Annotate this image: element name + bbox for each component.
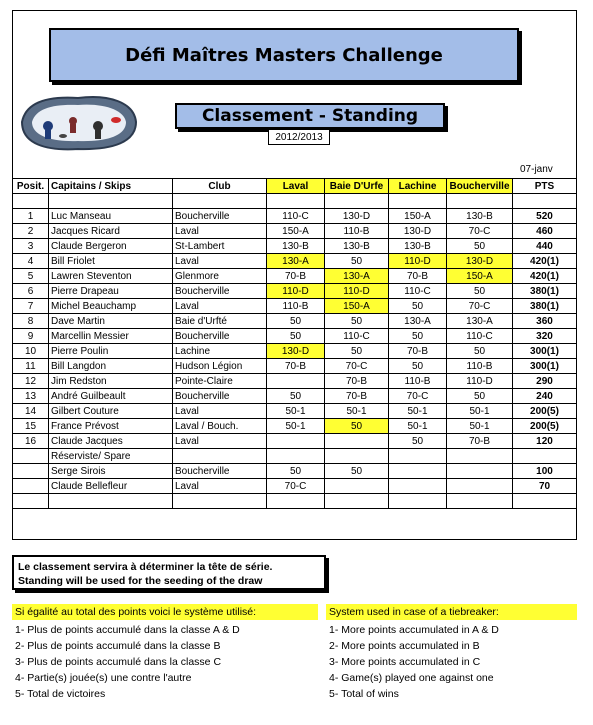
table-row — [13, 299, 577, 314]
row-position: 2 — [13, 224, 49, 239]
row-points: 300(1) — [513, 359, 577, 374]
row-score-cell: 130-D — [267, 344, 325, 359]
header-baie-durfe: Baie D'Urfe — [325, 179, 389, 194]
row-score-cell: 50 — [389, 329, 447, 344]
row-score-cell — [447, 479, 513, 494]
table-row — [13, 464, 577, 479]
standings-table — [12, 178, 577, 509]
row-score-cell: 110-C — [325, 329, 389, 344]
tiebreak-en-item: 2- More points accumulated in B — [329, 640, 480, 652]
table-row — [13, 269, 577, 284]
row-club: St-Lambert — [173, 239, 267, 254]
row-score-cell: 50-1 — [389, 419, 447, 434]
season-label: 2012/2013 — [268, 129, 330, 145]
row-score-cell: 110-B — [325, 224, 389, 239]
date-label: 07-janv — [520, 164, 553, 175]
tiebreak-french-title: Si égalité au total des points voici le système utilisé: — [12, 604, 318, 620]
tiebreak-fr-item: 2- Plus de points accumulé dans la classe B — [15, 640, 221, 652]
row-position: 11 — [13, 359, 49, 374]
row-skip-name: Bill Langdon — [49, 359, 173, 374]
table-row — [13, 479, 577, 494]
row-position: 1 — [13, 209, 49, 224]
table-row — [13, 449, 577, 464]
row-position: 8 — [13, 314, 49, 329]
row-points — [513, 449, 577, 464]
row-skip-name: Marcellin Messier — [49, 329, 173, 344]
row-points: 70 — [513, 479, 577, 494]
table-row — [13, 404, 577, 419]
row-skip-name: France Prévost — [49, 419, 173, 434]
blank-row — [13, 494, 577, 509]
standing-title: Classement - Standing — [201, 106, 419, 126]
row-score-cell: 50 — [389, 434, 447, 449]
row-score-cell: 110-D — [325, 284, 389, 299]
row-points: 300(1) — [513, 344, 577, 359]
row-score-cell — [325, 479, 389, 494]
row-points: 320 — [513, 329, 577, 344]
header-club: Club — [173, 179, 267, 194]
row-score-cell: 50 — [447, 239, 513, 254]
row-score-cell — [267, 434, 325, 449]
row-points: 360 — [513, 314, 577, 329]
row-score-cell: 130-B — [325, 239, 389, 254]
table-row — [13, 284, 577, 299]
table-row — [13, 434, 577, 449]
page-title: Défi Maîtres Masters Challenge — [125, 44, 443, 66]
row-score-cell: 70-B — [267, 269, 325, 284]
row-skip-name: Bill Friolet — [49, 254, 173, 269]
row-score-cell: 110-C — [389, 284, 447, 299]
row-skip-name: Dave Martin — [49, 314, 173, 329]
row-skip-name: Claude Bergeron — [49, 239, 173, 254]
header-pts: PTS — [513, 179, 577, 194]
row-club: Baie d'Urfté — [173, 314, 267, 329]
row-skip-name: Réserviste/ Spare — [49, 449, 173, 464]
row-skip-name: Jim Redston — [49, 374, 173, 389]
row-position: 15 — [13, 419, 49, 434]
table-header-row — [13, 179, 577, 194]
row-club: Laval — [173, 479, 267, 494]
blank-row — [13, 194, 577, 209]
row-score-cell: 50-1 — [447, 419, 513, 434]
header-lachine: Lachine — [389, 179, 447, 194]
note-french: Le classement servira à déterminer la tête de série. — [18, 561, 273, 573]
row-position — [13, 449, 49, 464]
row-club: Boucherville — [173, 389, 267, 404]
row-club: Laval — [173, 254, 267, 269]
row-score-cell: 110-C — [447, 329, 513, 344]
row-score-cell: 50 — [267, 464, 325, 479]
row-position: 12 — [13, 374, 49, 389]
tiebreak-en-item: 1- More points accumulated in A & D — [329, 624, 499, 636]
row-position: 13 — [13, 389, 49, 404]
tiebreak-fr-item: 1- Plus de points accumulé dans la classe A & D — [15, 624, 240, 636]
row-club: Glenmore — [173, 269, 267, 284]
row-score-cell — [325, 449, 389, 464]
row-score-cell — [267, 449, 325, 464]
tiebreak-en-item: 5- Total of wins — [329, 688, 399, 700]
row-score-cell: 110-C — [267, 209, 325, 224]
row-score-cell: 110-D — [447, 374, 513, 389]
row-score-cell — [447, 449, 513, 464]
row-score-cell: 50 — [325, 344, 389, 359]
row-score-cell: 130-A — [325, 269, 389, 284]
table-row — [13, 254, 577, 269]
row-score-cell: 150-A — [389, 209, 447, 224]
row-position: 6 — [13, 284, 49, 299]
row-points: 120 — [513, 434, 577, 449]
tiebreak-french-list — [15, 622, 240, 702]
table-row — [13, 314, 577, 329]
table-row — [13, 374, 577, 389]
row-score-cell: 130-D — [325, 209, 389, 224]
row-score-cell: 50 — [447, 344, 513, 359]
row-club: Boucherville — [173, 284, 267, 299]
row-score-cell: 130-A — [267, 254, 325, 269]
row-position: 5 — [13, 269, 49, 284]
row-club: Laval / Bouch. — [173, 419, 267, 434]
header-boucherville: Boucherville — [447, 179, 513, 194]
row-score-cell: 50 — [325, 314, 389, 329]
tiebreak-en-item: 3- More points accumulated in C — [329, 656, 481, 668]
row-club: Hudson Légion — [173, 359, 267, 374]
row-skip-name: Luc Manseau — [49, 209, 173, 224]
row-score-cell: 150-A — [325, 299, 389, 314]
row-position: 16 — [13, 434, 49, 449]
row-score-cell: 70-B — [389, 269, 447, 284]
row-score-cell: 50-1 — [447, 404, 513, 419]
row-skip-name: André Guilbeault — [49, 389, 173, 404]
row-score-cell: 50-1 — [267, 404, 325, 419]
row-score-cell: 130-B — [389, 239, 447, 254]
row-score-cell: 150-A — [267, 224, 325, 239]
row-score-cell: 50 — [325, 464, 389, 479]
row-points: 420(1) — [513, 254, 577, 269]
header-position: Posit. — [13, 179, 49, 194]
row-score-cell: 70-C — [447, 224, 513, 239]
row-score-cell: 130-B — [267, 239, 325, 254]
row-score-cell: 130-A — [447, 314, 513, 329]
row-score-cell: 70-B — [325, 374, 389, 389]
row-skip-name: Claude Bellefleur — [49, 479, 173, 494]
row-score-cell: 150-A — [447, 269, 513, 284]
row-points: 100 — [513, 464, 577, 479]
row-score-cell: 50 — [267, 314, 325, 329]
row-score-cell: 70-C — [325, 359, 389, 374]
row-score-cell: 70-B — [389, 344, 447, 359]
row-skip-name: Pierre Poulin — [49, 344, 173, 359]
row-skip-name: Serge Sirois — [49, 464, 173, 479]
row-position: 4 — [13, 254, 49, 269]
tiebreak-fr-item: 5- Total de victoires — [15, 688, 106, 700]
header-laval: Laval — [267, 179, 325, 194]
table-row — [13, 344, 577, 359]
table-body — [13, 194, 577, 509]
row-score-cell: 130-D — [389, 224, 447, 239]
row-club: Laval — [173, 224, 267, 239]
row-score-cell — [447, 464, 513, 479]
row-score-cell: 50 — [447, 389, 513, 404]
row-score-cell: 50 — [447, 284, 513, 299]
row-points: 520 — [513, 209, 577, 224]
row-score-cell: 50-1 — [267, 419, 325, 434]
row-score-cell: 130-D — [447, 254, 513, 269]
row-position — [13, 479, 49, 494]
row-score-cell: 50 — [267, 389, 325, 404]
table-row — [13, 209, 577, 224]
row-club: Pointe-Claire — [173, 374, 267, 389]
row-score-cell: 110-B — [447, 359, 513, 374]
title-banner — [49, 28, 519, 82]
row-score-cell: 50 — [267, 329, 325, 344]
row-club: Boucherville — [173, 464, 267, 479]
table-row — [13, 419, 577, 434]
row-position — [13, 464, 49, 479]
row-score-cell: 70-B — [447, 434, 513, 449]
row-score-cell — [325, 434, 389, 449]
row-score-cell: 50 — [389, 299, 447, 314]
row-skip-name: Claude Jacques — [49, 434, 173, 449]
row-points: 290 — [513, 374, 577, 389]
row-points: 200(5) — [513, 404, 577, 419]
row-position: 7 — [13, 299, 49, 314]
row-score-cell: 50 — [325, 419, 389, 434]
row-club: Laval — [173, 299, 267, 314]
standing-banner — [175, 103, 445, 129]
note-english: Standing will be used for the seeding of the draw — [18, 575, 263, 587]
row-club: Lachine — [173, 344, 267, 359]
row-score-cell: 70-C — [389, 389, 447, 404]
row-score-cell: 50-1 — [325, 404, 389, 419]
row-score-cell: 110-D — [389, 254, 447, 269]
table-row — [13, 359, 577, 374]
tiebreak-english-list — [329, 622, 499, 702]
curling-image — [18, 92, 140, 154]
row-points: 420(1) — [513, 269, 577, 284]
row-club: Boucherville — [173, 329, 267, 344]
row-score-cell: 110-B — [389, 374, 447, 389]
row-club: Boucherville — [173, 209, 267, 224]
row-score-cell: 50-1 — [389, 404, 447, 419]
row-skip-name: Michel Beauchamp — [49, 299, 173, 314]
row-score-cell: 110-D — [267, 284, 325, 299]
tiebreak-english-title: System used in case of a tiebreaker: — [326, 604, 577, 620]
tiebreak-en-item: 4- Game(s) played one against one — [329, 672, 494, 684]
row-points: 440 — [513, 239, 577, 254]
row-score-cell: 70-B — [325, 389, 389, 404]
table-row — [13, 239, 577, 254]
row-skip-name: Lawren Steventon — [49, 269, 173, 284]
row-position: 3 — [13, 239, 49, 254]
table-row — [13, 389, 577, 404]
row-score-cell: 70-C — [447, 299, 513, 314]
row-points: 240 — [513, 389, 577, 404]
row-position: 9 — [13, 329, 49, 344]
row-points: 200(5) — [513, 419, 577, 434]
row-club: Laval — [173, 434, 267, 449]
header-skips: Capitains / Skips — [49, 179, 173, 194]
row-score-cell: 70-B — [267, 359, 325, 374]
row-score-cell — [389, 464, 447, 479]
row-position: 14 — [13, 404, 49, 419]
row-score-cell: 70-C — [267, 479, 325, 494]
row-score-cell: 110-B — [267, 299, 325, 314]
seeding-note — [12, 555, 326, 590]
row-score-cell: 130-B — [447, 209, 513, 224]
row-skip-name: Jacques Ricard — [49, 224, 173, 239]
table-row — [13, 224, 577, 239]
row-score-cell: 50 — [325, 254, 389, 269]
row-club: Laval — [173, 404, 267, 419]
row-score-cell — [389, 449, 447, 464]
row-score-cell: 50 — [389, 359, 447, 374]
row-score-cell: 130-A — [389, 314, 447, 329]
tiebreak-fr-item: 3- Plus de points accumulé dans la classe C — [15, 656, 222, 668]
row-position: 10 — [13, 344, 49, 359]
row-club — [173, 449, 267, 464]
row-points: 380(1) — [513, 299, 577, 314]
row-score-cell — [267, 374, 325, 389]
table-row — [13, 329, 577, 344]
row-skip-name: Pierre Drapeau — [49, 284, 173, 299]
row-points: 380(1) — [513, 284, 577, 299]
row-points: 460 — [513, 224, 577, 239]
row-skip-name: Gilbert Couture — [49, 404, 173, 419]
row-score-cell — [389, 479, 447, 494]
tiebreak-fr-item: 4- Partie(s) jouée(s) une contre l'autre — [15, 672, 192, 684]
